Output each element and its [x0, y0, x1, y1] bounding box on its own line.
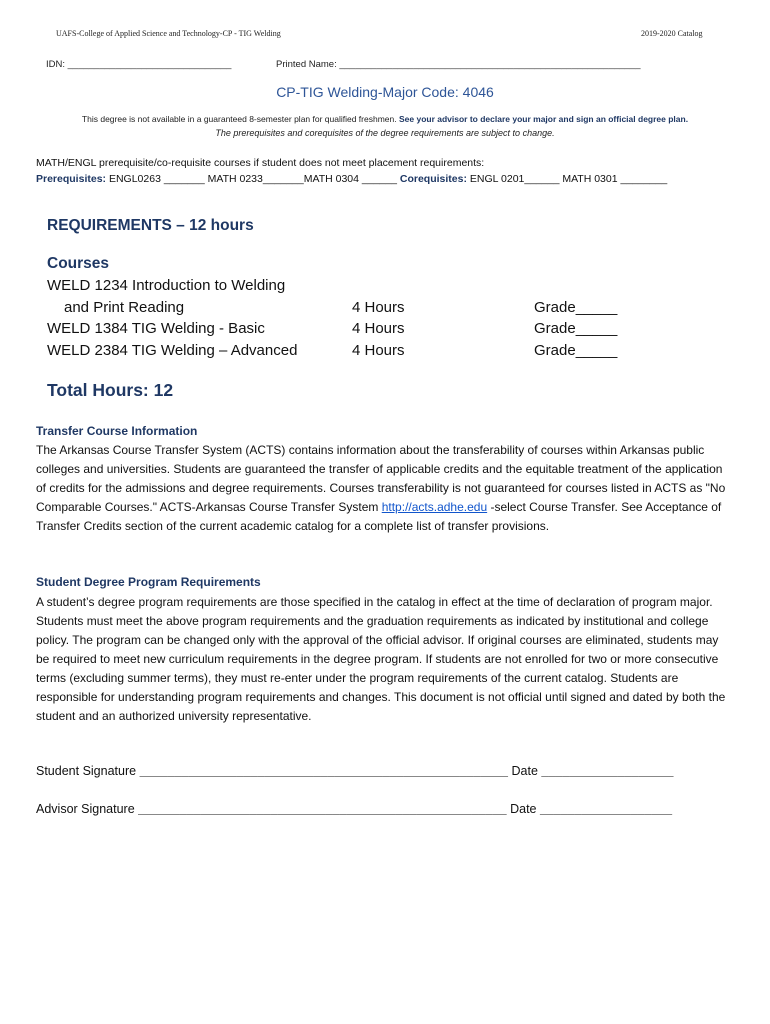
course-3-hours: 4 Hours: [352, 342, 405, 359]
program-req-heading: Student Degree Program Requirements: [36, 575, 261, 589]
course-3-grade[interactable]: Grade_____: [534, 342, 618, 359]
transfer-body-text-end: -select Course Transfer. See Acceptance of Transfer Credits section of the current academic catalog for a complete list of transfer provisions.: [36, 500, 722, 533]
page-title: CP-TIG Welding-Major Code: 4046: [276, 84, 494, 100]
notice-emphasis: See your advisor to declare your major and sign an official degree plan.: [398, 114, 689, 124]
advisor-signature-label: Advisor Signature: [36, 802, 135, 816]
program-req-body: A student’s degree program requirements are those specified in the catalog in effect at the time of declaration of program major. Students must meet the above program requirements and the graduation requirements as indicated by institutional and college policy. The program can be changed only with the approval of the official advisor. If original courses are eliminated, students may be required to meet new curriculum requirements in the degree program. If students are not enrolled for two or more consecutive terms (excluding summer terms), they must re-enter under the program requirements of the current catalog. Students are responsible for understanding program requirements and changes. This document is not official until signed and dated by both the student and an authorized university representative.: [36, 595, 726, 723]
course-1-hours: 4 Hours: [352, 299, 405, 316]
course-2-title: WELD 1384 TIG Welding - Basic: [47, 320, 265, 337]
transfer-body: [36, 441, 726, 536]
course-3-title: WELD 2384 TIG Welding – Advanced: [47, 342, 298, 359]
notice-line: [0, 114, 770, 124]
advisor-date-label: Date: [510, 802, 537, 816]
prereq-label: Prerequisites:: [36, 173, 107, 185]
course-1-title-cont: and Print Reading: [64, 299, 185, 316]
notice-text: This degree is not available in a guaranteed 8-semester plan for qualified freshmen.: [81, 114, 397, 124]
total-hours: Total Hours: 12: [47, 380, 174, 400]
header-left: UAFS-College of Applied Science and Technology-CP - TIG Welding: [56, 29, 281, 38]
transfer-body-text: The Arkansas Course Transfer System (ACTS) contains information about the transferability of courses within Arkansas public colleges and universities. Students are guaranteed the transfer of applicable credits and the equitable treatment of the application of credits for the admissions and degree requirements. Courses transferability is not guaranteed for courses listed in ACTS as "No Comparable Courses." ACTS-Arkansas Course Transfer System: [36, 443, 726, 514]
prereq-text: ENGL0263 _______ MATH 0233_______MATH 0304 ______: [108, 173, 397, 185]
student-signature-row: [36, 764, 673, 778]
advisor-date-line[interactable]: ___________________: [539, 802, 673, 816]
math-engl-line: MATH/ENGL prerequisite/co-requisite courses if student does not meet placement requirements:: [36, 157, 485, 169]
prereq-coreq-line: [36, 173, 667, 185]
student-date-line[interactable]: ___________________: [541, 764, 674, 778]
coreq-label: Corequisites:: [399, 173, 467, 185]
course-1-title: WELD 1234 Introduction to Welding: [47, 277, 286, 294]
requirements-heading: REQUIREMENTS – 12 hours: [47, 217, 254, 234]
course-2-grade[interactable]: Grade_____: [534, 320, 618, 337]
student-signature-line[interactable]: _____________________________________________________: [139, 764, 509, 778]
transfer-heading: Transfer Course Information: [36, 424, 198, 438]
idn-field[interactable]: IDN: _______________________________: [46, 59, 232, 70]
printed-name-field[interactable]: Printed Name: _________________________________________________________: [276, 59, 641, 70]
notice-italic: The prerequisites and corequisites of the degree requirements are subject to change.: [215, 128, 555, 138]
advisor-signature-row: [36, 802, 672, 816]
acts-link[interactable]: http://acts.adhe.edu: [381, 500, 488, 514]
course-1-grade[interactable]: Grade_____: [534, 299, 618, 316]
coreq-text: ENGL 0201______ MATH 0301 ________: [469, 173, 668, 185]
student-date-label: Date: [511, 764, 538, 778]
advisor-signature-line[interactable]: _____________________________________________________: [138, 802, 507, 816]
course-2-hours: 4 Hours: [352, 320, 405, 337]
courses-heading: Courses: [47, 255, 110, 272]
header-right: 2019-2020 Catalog: [641, 29, 703, 38]
student-signature-label: Student Signature: [36, 764, 137, 778]
